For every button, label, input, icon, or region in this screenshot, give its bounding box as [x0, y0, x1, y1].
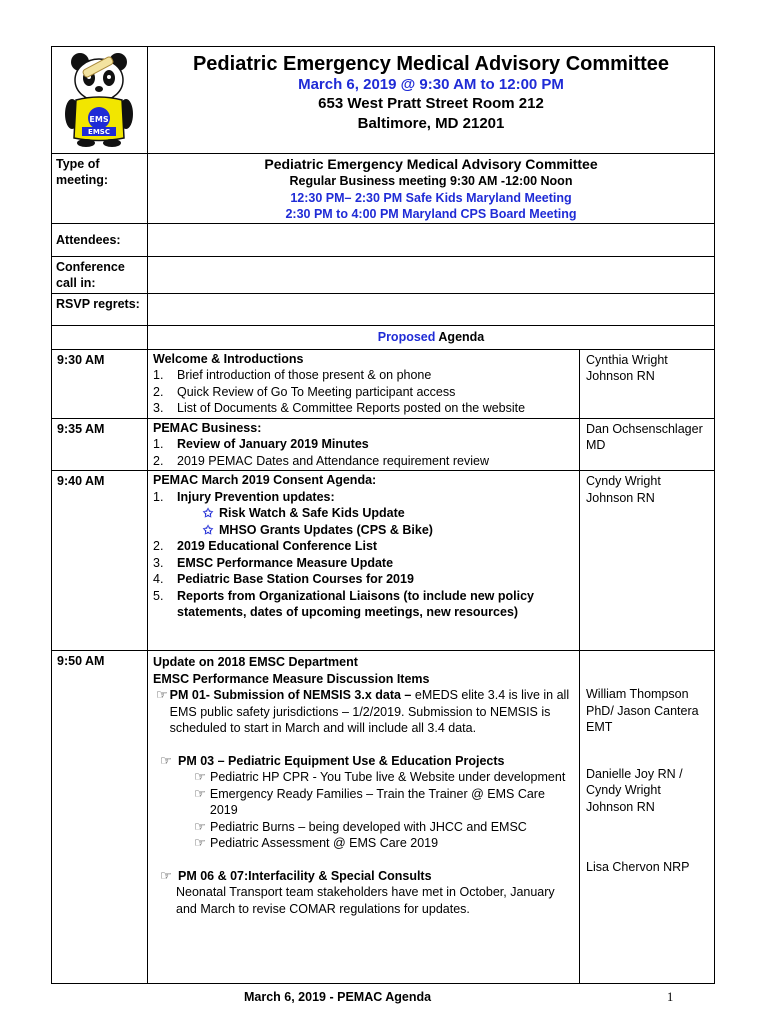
- pm03-block: [153, 753, 574, 852]
- row1-title: Welcome & Introductions: [153, 351, 304, 366]
- list-item: ✩ Risk Watch & Safe Kids Update: [153, 505, 574, 522]
- agenda-heading: [148, 325, 715, 349]
- row1-content: [148, 349, 580, 418]
- row1-presenter: Cynthia Wright Johnson RN: [580, 349, 715, 418]
- cps-meeting-time: 2:30 PM to 4:00 PM Maryland CPS Board Meeting: [285, 207, 577, 221]
- row4-title-2: EMSC Performance Measure Discussion Items: [153, 671, 430, 686]
- list-item: ☞ Emergency Ready Families – Train the Trainer @ EMS Care 2019: [156, 786, 574, 819]
- logo-emsc-text: EMSC: [88, 127, 110, 136]
- logo-text: EMS: [89, 114, 109, 124]
- star-bullet-icon: ✩: [202, 522, 214, 537]
- conference-call-label: Conference call in:: [52, 256, 148, 293]
- row3-presenter: Cyndy Wright Johnson RN: [580, 471, 715, 651]
- row3-content: [148, 471, 580, 651]
- row4-title-1: Update on 2018 EMSC Department: [153, 655, 358, 669]
- pm03-presenter: Danielle Joy RN / Cyndy Wright Johnson RN: [586, 766, 683, 814]
- type-of-meeting-label: Type of meeting:: [52, 154, 148, 224]
- header-cell: [148, 47, 715, 154]
- row3-title: PEMAC March 2019 Consent Agenda:: [153, 473, 377, 487]
- list-item: 5. Reports from Organizational Liaisons (to include new policy statements, dates of upcoming meetings, new resources): [153, 588, 534, 619]
- row3-time: 9:40 AM: [52, 471, 148, 651]
- pointing-hand-icon: ☞: [156, 687, 168, 702]
- rsvp-regrets-label: RSVP regrets:: [52, 293, 148, 325]
- logo-cell: [52, 47, 148, 154]
- pointing-hand-icon: ☞: [194, 785, 206, 801]
- list-item: 3. EMSC Performance Measure Update: [153, 555, 394, 570]
- row2-presenter: Dan Ochsenschlager MD: [580, 418, 715, 471]
- page-title: Pediatric Emergency Medical Advisory Committee: [192, 53, 670, 75]
- pm06-title: PM 06 & 07:Interfacility & Special Consults: [178, 868, 432, 883]
- star-bullet-icon: ✩: [202, 506, 214, 520]
- rsvp-regrets-value: [148, 293, 715, 325]
- list-item: 4. Pediatric Base Station Courses for 2019: [153, 572, 414, 586]
- page-number: 1: [667, 990, 674, 1004]
- address-line-1: 653 West Pratt Street Room 212: [318, 95, 544, 112]
- row2-time: 9:35 AM: [52, 418, 148, 471]
- list-item: ☞ Pediatric Burns – being developed with JHCC and EMSC: [156, 819, 574, 836]
- list-item: ☞ Pediatric Assessment @ EMS Care 2019: [156, 835, 574, 852]
- row2-title: PEMAC Business:: [153, 420, 262, 435]
- meeting-type-cell: [148, 154, 715, 224]
- row4-content: [148, 651, 580, 984]
- attendees-value: [148, 223, 715, 256]
- list-item: ✩ MHSO Grants Updates (CPS & Bike): [153, 522, 574, 539]
- attendees-label: Attendees:: [52, 223, 148, 256]
- list-item: 2. 2019 Educational Conference List: [153, 539, 378, 553]
- pm01-text: eMEDS elite 3.4 is live in all EMS public safety jurisdictions – 1/2/2019. Submission to NEMSIS is scheduled to start in March and will include all 3.4 data.: [169, 688, 570, 735]
- pointing-hand-icon: ☞: [194, 835, 206, 850]
- pm01-title: PM 01- Submission of NEMSIS 3.x data –: [169, 688, 412, 702]
- list-item: 2. Quick Review of Go To Meeting participant access: [153, 384, 456, 399]
- agenda-table: [51, 46, 715, 984]
- pm06-block: [153, 868, 574, 918]
- list-item: 1. Injury Prevention updates:: [153, 489, 335, 504]
- pointing-hand-icon: ☞: [194, 818, 206, 834]
- meeting-type-title: Pediatric Emergency Medical Advisory Committee: [264, 156, 598, 172]
- list-item: 3. List of Documents & Committee Reports posted on the website: [153, 401, 526, 415]
- address-line-2: Baltimore, MD 21201: [357, 115, 505, 132]
- panda-mascot-logo: [52, 48, 146, 148]
- meeting-date: March 6, 2019 @ 9:30 AM to 12:00 PM: [298, 76, 564, 93]
- pointing-hand-icon: ☞: [194, 769, 206, 784]
- pointing-hand-icon: ☞: [160, 752, 172, 768]
- pm01-block: [153, 687, 574, 737]
- row4-presenters: [580, 651, 715, 984]
- list-item: 1. Review of January 2019 Minutes: [153, 437, 369, 451]
- pm01-presenter: William Thompson PhD/ Jason Cantera EMT: [586, 687, 699, 734]
- regular-meeting-time: Regular Business meeting 9:30 AM -12:00 Noon: [289, 174, 573, 188]
- row1-time: 9:30 AM: [52, 349, 148, 418]
- pm03-title: PM 03 – Pediatric Equipment Use & Education Projects: [178, 753, 505, 768]
- agenda-label: Agenda: [438, 330, 485, 344]
- agenda-heading-blank: [52, 325, 148, 349]
- safe-kids-meeting-time: 12:30 PM– 2:30 PM Safe Kids Maryland Meeting: [290, 190, 572, 205]
- pointing-hand-icon: ☞: [160, 867, 172, 883]
- pm06-presenter: Lisa Chervon NRP: [586, 860, 690, 874]
- list-item: ☞ Pediatric HP CPR - You Tube live & Website under development: [156, 769, 574, 786]
- row4-time: 9:50 AM: [52, 651, 148, 984]
- proposed-label: Proposed: [377, 330, 436, 344]
- list-item: 1. Brief introduction of those present & on phone: [153, 368, 432, 382]
- list-item: 2. 2019 PEMAC Dates and Attendance requirement review: [153, 453, 489, 468]
- row2-content: [148, 418, 580, 471]
- page-footer: March 6, 2019 - PEMAC Agenda: [244, 990, 432, 1004]
- conference-call-value: [148, 256, 715, 293]
- pm06-text: Neonatal Transport team stakeholders have met in October, January and March to revise COMAR regulations for updates.: [176, 885, 555, 916]
